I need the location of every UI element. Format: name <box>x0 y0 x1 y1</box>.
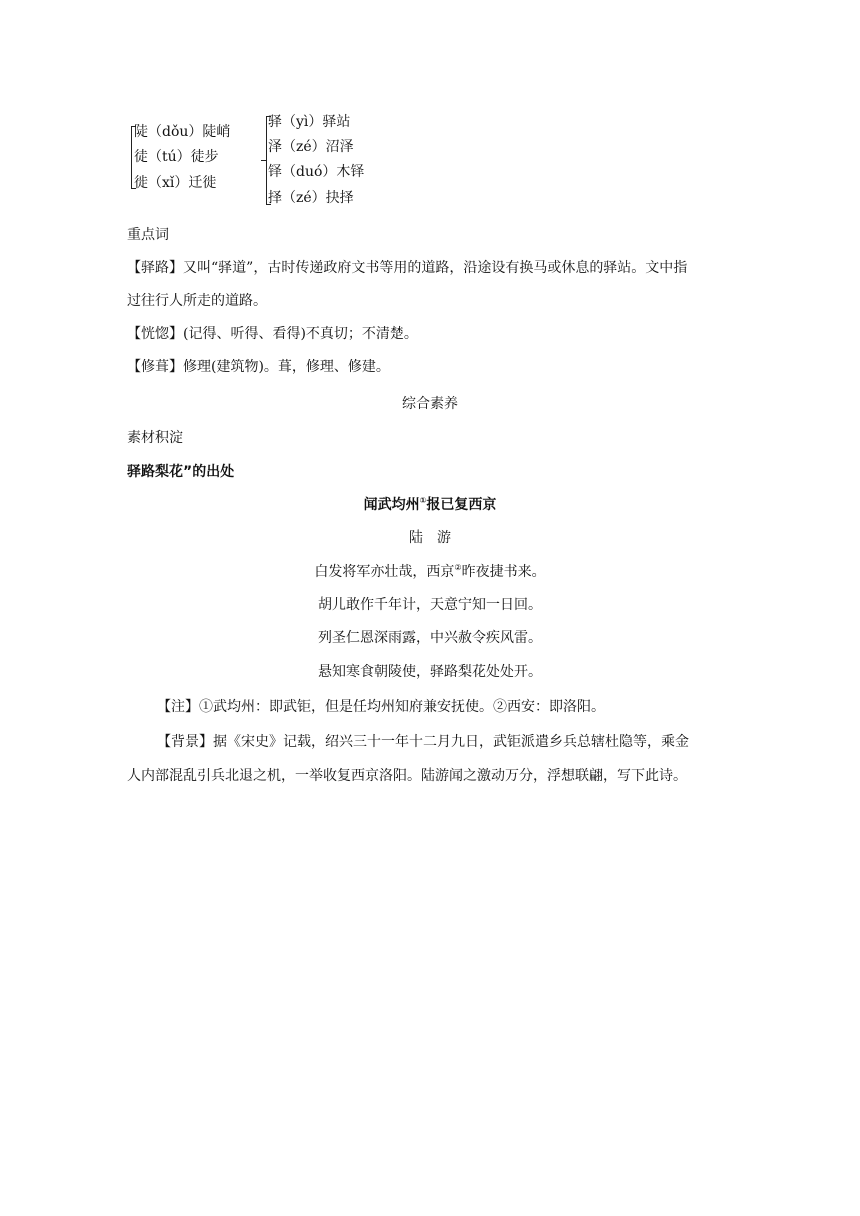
poem-title-part2: 报已复西京 <box>426 497 497 513</box>
key-words-heading: 重点词 <box>127 227 169 243</box>
left-group-item: 徒（tú）徒步 <box>134 149 219 165</box>
right-brace-mid <box>261 160 266 161</box>
poem-title-part1: 闻武均州 <box>363 497 420 513</box>
right-group-item: 择（zé）抉择 <box>268 190 354 206</box>
right-group-brace <box>266 116 267 204</box>
definition-huanghu: 【恍惚】(记得、听得、看得)不真切；不清楚。 <box>127 326 418 342</box>
left-group-item: 陡（dǒu）陡峭 <box>134 124 231 140</box>
definition-yilu-line1: 【驿路】又叫“驿道”，古时传递政府文书等用的道路，沿途设有换马或休息的驿站。文中指 <box>127 260 688 276</box>
material-heading: 素材积淀 <box>127 430 183 446</box>
poem-author: 陆 游 <box>409 530 451 546</box>
poem-line-4: 悬知寒食朝陵使，驿路梨花处处开。 <box>318 664 542 680</box>
origin-heading: 驿路梨花”的出处 <box>127 464 235 480</box>
section-title: 综合素养 <box>402 396 458 412</box>
poem-note: 【注】①武均州：即武钜，但是任均州知府兼安抚使。②西安：即洛阳。 <box>157 699 605 715</box>
background-line1: 【背景】据《宋史》记载，绍兴三十一年十二月九日，武钜派遣乡兵总辖杜隐等，乘金 <box>157 734 689 750</box>
footnote-marker-1: ① <box>419 496 427 505</box>
poem-line-1-part2: 昨夜捷书来。 <box>461 564 546 580</box>
definition-xiuqi: 【修葺】修理(建筑物)。葺，修理、修建。 <box>127 359 390 375</box>
background-line2: 人内部混乱引兵北退之机，一举收复西京洛阳。陆游闻之激动万分，浮想联翩，写下此诗。 <box>127 768 687 784</box>
right-group-item: 泽（zé）沼泽 <box>268 139 354 155</box>
definition-yilu-line2: 过往行人所走的道路。 <box>127 293 267 309</box>
right-group-item: 铎（duó）木铎 <box>268 164 365 180</box>
footnote-marker-2: ② <box>454 563 462 572</box>
poem-line-1-part1: 白发将军亦壮哉，西京 <box>314 564 455 580</box>
poem-line-1 <box>0 562 860 582</box>
poem-line-3: 列圣仁恩深雨露，中兴赦令疾风雷。 <box>318 630 542 646</box>
left-group-item: 徙（xǐ）迁徙 <box>134 175 217 191</box>
left-group-brace <box>131 126 132 188</box>
poem-title <box>0 495 860 515</box>
right-group-item: 驿（yì）驿站 <box>268 114 351 130</box>
poem-line-2: 胡儿敢作千年计，天意宁知一日回。 <box>318 597 542 613</box>
